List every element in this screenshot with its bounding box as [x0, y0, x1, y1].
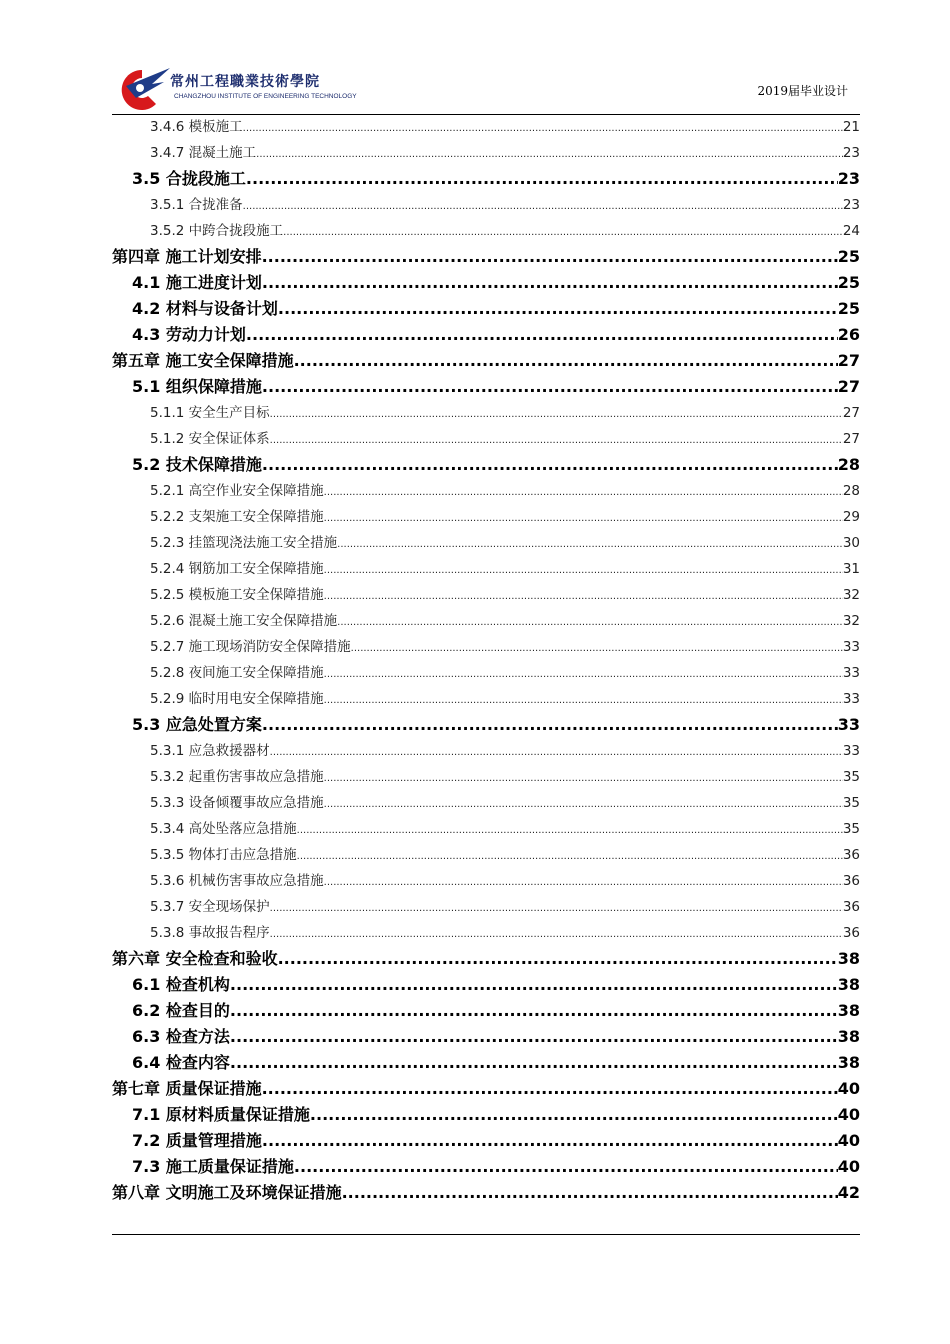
toc-entry-page: 30: [842, 535, 860, 551]
toc-entry[interactable]: [112, 244, 860, 270]
school-logo: [112, 64, 357, 112]
toc-entry[interactable]: [112, 218, 860, 244]
toc-entry-title: 3.4.7 混凝土施工: [150, 145, 257, 161]
toc-entry-page: 32: [842, 613, 860, 629]
toc-entry-page: 25: [837, 273, 860, 292]
toc-entry-title: 5.2.4 钢筋加工安全保障措施: [150, 561, 324, 577]
toc-entry-title: 5.1.1 安全生产目标: [150, 405, 270, 421]
toc-entry-title: 第八章 文明施工及环境保证措施: [112, 1183, 342, 1202]
toc-dot-leader: [246, 322, 838, 348]
toc-entry-title: 5.2.9 临时用电安全保障措施: [150, 691, 324, 707]
toc-dot-leader: [230, 998, 838, 1024]
toc-entry-title: 5.3.3 设备倾覆事故应急措施: [150, 795, 324, 811]
toc-dot-leader: [270, 896, 843, 920]
toc-entry-page: 31: [842, 561, 860, 577]
toc-entry[interactable]: [112, 504, 860, 530]
toc-entry-page: 25: [837, 247, 860, 266]
toc-entry-title: 3.5.1 合拢准备: [150, 197, 243, 213]
toc-entry[interactable]: [112, 192, 860, 218]
toc-dot-leader: [342, 1180, 838, 1206]
toc-entry[interactable]: [112, 634, 860, 660]
toc-entry-title: 5.2.2 支架施工安全保障措施: [150, 509, 324, 525]
toc-entry-page: 23: [842, 145, 860, 161]
toc-dot-leader: [270, 740, 843, 764]
toc-dot-leader: [262, 712, 838, 738]
toc-entry[interactable]: [112, 1024, 860, 1050]
toc-entry-title: 6.1 检查机构: [132, 975, 230, 994]
toc-entry-title: 6.2 检查目的: [132, 1001, 230, 1020]
toc-dot-leader: [270, 922, 843, 946]
toc-dot-leader: [324, 662, 843, 686]
toc-dot-leader: [278, 946, 838, 972]
toc-dot-leader: [337, 610, 843, 634]
toc-entry[interactable]: [112, 322, 860, 348]
toc-entry[interactable]: [112, 608, 860, 634]
toc-entry[interactable]: [112, 374, 860, 400]
toc-entry-page: 35: [842, 769, 860, 785]
document-label: 2019届毕业设计: [757, 84, 848, 98]
toc-entry-title: 3.5.2 中跨合拢段施工: [150, 223, 284, 239]
toc-entry[interactable]: [112, 764, 860, 790]
toc-entry-title: 4.1 施工进度计划: [132, 273, 262, 292]
toc-entry-title: 7.2 质量管理措施: [132, 1131, 262, 1150]
toc-entry-title: 5.3.4 高处坠落应急措施: [150, 821, 297, 837]
toc-entry-page: 29: [842, 509, 860, 525]
toc-entry-title: 5.2.7 施工现场消防安全保障措施: [150, 639, 351, 655]
toc-entry-page: 26: [837, 325, 860, 344]
toc-dot-leader: [324, 766, 843, 790]
toc-entry-page: 35: [842, 795, 860, 811]
toc-entry-title: 第七章 质量保证措施: [112, 1079, 262, 1098]
toc-dot-leader: [351, 636, 843, 660]
toc-dot-leader: [262, 452, 838, 478]
toc-entry[interactable]: [112, 972, 860, 998]
toc-entry-page: 27: [842, 405, 860, 421]
toc-entry-title: 5.1.2 安全保证体系: [150, 431, 270, 447]
toc-entry-title: 5.3.7 安全现场保护: [150, 899, 270, 915]
toc-dot-leader: [324, 480, 843, 504]
toc-entry[interactable]: [112, 452, 860, 478]
toc-dot-leader: [270, 428, 843, 452]
toc-dot-leader: [270, 402, 843, 426]
toc-entry[interactable]: [112, 816, 860, 842]
toc-entry-title: 第六章 安全检查和验收: [112, 949, 278, 968]
toc-dot-leader: [243, 116, 843, 140]
toc-entry[interactable]: [112, 686, 860, 712]
toc-entry[interactable]: [112, 1128, 860, 1154]
toc-entry-page: 23: [842, 197, 860, 213]
toc-entry-page: 38: [837, 949, 860, 968]
school-name-cn: 常州工程職業技術學院: [170, 74, 320, 90]
toc-entry[interactable]: [112, 270, 860, 296]
toc-entry-title: 4.3 劳动力计划: [132, 325, 246, 344]
toc-entry[interactable]: [112, 426, 860, 452]
toc-entry-title: 5.2.3 挂篮现浇法施工安全措施: [150, 535, 338, 551]
toc-entry[interactable]: [112, 1076, 860, 1102]
toc-entry[interactable]: [112, 842, 860, 868]
toc-entry-title: 5.3.1 应急救援器材: [150, 743, 270, 759]
toc-entry-page: 40: [837, 1157, 860, 1176]
toc-dot-leader: [324, 870, 843, 894]
toc-dot-leader: [324, 558, 843, 582]
toc-entry-title: 5.2.5 模板施工安全保障措施: [150, 587, 324, 603]
toc-entry-title: 5.2.8 夜间施工安全保障措施: [150, 665, 324, 681]
toc-entry-page: 32: [842, 587, 860, 603]
toc-dot-leader: [324, 688, 843, 712]
toc-dot-leader: [262, 1076, 838, 1102]
toc-dot-leader: [262, 270, 838, 296]
toc-entry-title: 5.3.8 事故报告程序: [150, 925, 270, 941]
toc-entry[interactable]: [112, 894, 860, 920]
toc-dot-leader: [262, 374, 838, 400]
toc-entry[interactable]: [112, 1154, 860, 1180]
toc-entry[interactable]: [112, 738, 860, 764]
toc-entry-page: 33: [837, 715, 860, 734]
toc-entry[interactable]: [112, 400, 860, 426]
toc-entry[interactable]: [112, 712, 860, 738]
toc-entry[interactable]: [112, 582, 860, 608]
toc-entry-title: 5.3.6 机械伤害事故应急措施: [150, 873, 324, 889]
toc-entry[interactable]: [112, 166, 860, 192]
toc-dot-leader: [297, 844, 843, 868]
toc-dot-leader: [230, 1050, 838, 1076]
toc-dot-leader: [230, 972, 838, 998]
toc-entry[interactable]: [112, 140, 860, 166]
toc-entry-page: 38: [837, 1001, 860, 1020]
toc-entry-title: 5.3 应急处置方案: [132, 715, 262, 734]
toc-entry-page: 27: [837, 377, 860, 396]
toc-entry-title: 7.1 原材料质量保证措施: [132, 1105, 310, 1124]
toc-dot-leader: [297, 818, 843, 842]
toc-dot-leader: [243, 194, 843, 218]
toc-entry-page: 27: [842, 431, 860, 447]
toc-entry-page: 23: [837, 169, 860, 188]
toc-entry-page: 27: [837, 351, 860, 370]
toc-entry[interactable]: [112, 530, 860, 556]
toc-entry-page: 36: [842, 847, 860, 863]
toc-entry-title: 6.3 检查方法: [132, 1027, 230, 1046]
toc-entry[interactable]: [112, 998, 860, 1024]
toc-entry-page: 40: [837, 1079, 860, 1098]
toc-entry-title: 7.3 施工质量保证措施: [132, 1157, 294, 1176]
toc-dot-leader: [337, 532, 843, 556]
toc-entry-page: 28: [837, 455, 860, 474]
toc-dot-leader: [246, 166, 838, 192]
toc-entry[interactable]: [112, 556, 860, 582]
toc-entry-title: 第五章 施工安全保障措施: [112, 351, 294, 370]
toc-entry-title: 4.2 材料与设备计划: [132, 299, 278, 318]
toc-dot-leader: [262, 1128, 838, 1154]
toc-entry-title: 6.4 检查内容: [132, 1053, 230, 1072]
toc-entry-page: 24: [842, 223, 860, 239]
toc-dot-leader: [324, 506, 843, 530]
toc-entry-title: 3.4.6 模板施工: [150, 119, 243, 135]
toc-dot-leader: [278, 296, 838, 322]
footer-divider: [112, 1234, 860, 1235]
toc-entry[interactable]: [112, 348, 860, 374]
toc-dot-leader: [310, 1102, 838, 1128]
toc-entry-page: 28: [842, 483, 860, 499]
toc-entry-title: 5.1 组织保障措施: [132, 377, 262, 396]
toc-dot-leader: [324, 792, 843, 816]
toc-dot-leader: [294, 348, 838, 374]
toc-entry[interactable]: [112, 868, 860, 894]
toc-entry-title: 第四章 施工计划安排: [112, 247, 262, 266]
toc-entry-page: 40: [837, 1105, 860, 1124]
toc-dot-leader: [230, 1024, 838, 1050]
school-name-en: CHANGZHOU INSTITUTE OF ENGINEERING TECHNOLOGY: [174, 93, 357, 100]
toc-entry[interactable]: [112, 790, 860, 816]
toc-entry-page: 38: [837, 975, 860, 994]
toc-entry[interactable]: [112, 296, 860, 322]
toc-dot-leader: [294, 1154, 838, 1180]
toc-entry-page: 35: [842, 821, 860, 837]
toc-entry[interactable]: [112, 1180, 860, 1206]
toc-entry[interactable]: [112, 114, 860, 140]
toc-entry-page: 42: [837, 1183, 860, 1202]
toc-dot-leader: [262, 244, 838, 270]
toc-entry[interactable]: [112, 660, 860, 686]
toc-entry-page: 21: [842, 119, 860, 135]
toc-entry-page: 38: [837, 1027, 860, 1046]
toc-entry-page: 38: [837, 1053, 860, 1072]
toc-entry-page: 36: [842, 925, 860, 941]
toc-entry[interactable]: [112, 1050, 860, 1076]
toc-entry[interactable]: [112, 946, 860, 972]
toc-entry-page: 33: [842, 691, 860, 707]
toc-entry-page: 36: [842, 873, 860, 889]
toc-entry[interactable]: [112, 920, 860, 946]
school-emblem-icon: [112, 64, 172, 112]
toc-dot-leader: [283, 220, 843, 244]
toc-entry-title: 5.3.2 起重伤害事故应急措施: [150, 769, 324, 785]
toc-dot-leader: [324, 584, 843, 608]
toc-entry[interactable]: [112, 1102, 860, 1128]
toc-entry-page: 36: [842, 899, 860, 915]
toc-entry-page: 40: [837, 1131, 860, 1150]
toc-dot-leader: [256, 142, 843, 166]
table-of-contents: [112, 114, 860, 1206]
toc-entry[interactable]: [112, 478, 860, 504]
toc-entry-page: 33: [842, 665, 860, 681]
toc-entry-title: 5.2.6 混凝土施工安全保障措施: [150, 613, 338, 629]
toc-entry-page: 33: [842, 639, 860, 655]
page-header: [112, 64, 860, 115]
toc-entry-title: 3.5 合拢段施工: [132, 169, 246, 188]
toc-entry-page: 25: [837, 299, 860, 318]
toc-entry-page: 33: [842, 743, 860, 759]
toc-entry-title: 5.3.5 物体打击应急措施: [150, 847, 297, 863]
toc-entry-title: 5.2 技术保障措施: [132, 455, 262, 474]
toc-entry-title: 5.2.1 高空作业安全保障措施: [150, 483, 324, 499]
